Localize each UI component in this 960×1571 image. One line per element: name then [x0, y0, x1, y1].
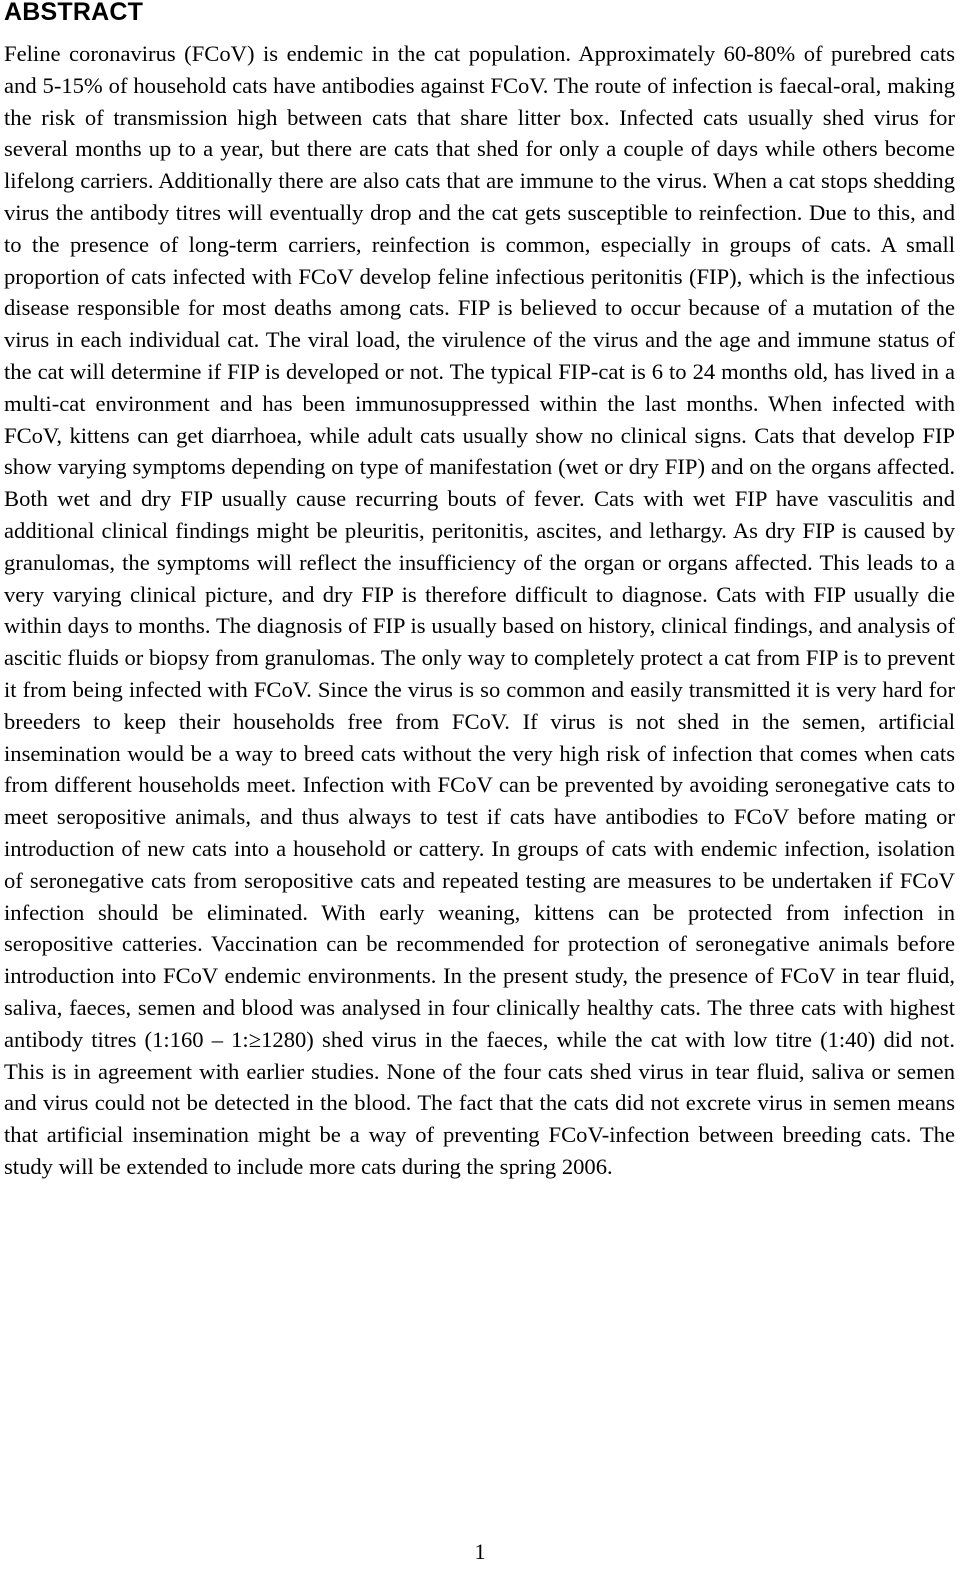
abstract-body-text: Feline coronavirus (FCoV) is endemic in the cat population. Approximately 60-80% of purebred cats and 5-15% of household cats have antibodies against FCoV. The route of infection is faecal-oral, making the risk of transmission high between cats that share litter box. Infected cats usually shed virus for several months up to a year, but there are cats that shed for only a couple of days while others become lifelong carriers. Additionally there are also cats that are immune to the virus. When a cat stops shedding virus the antibody titres will eventually drop and the cat gets susceptible to reinfection. Due to this, and to the presence of long-term carriers, reinfection is common, especially in groups of cats. A small proportion of cats infected with FCoV develop feline infectious peritonitis (FIP), which is the infectious disease responsible for most deaths among cats. FIP is believed to occur because of a mutation of the virus in each individual cat. The viral load, the virulence of the virus and the age and immune status of the cat will determine if FIP is developed or not. The typical FIP-cat is 6 to 24 months old, has lived in a multi-cat environment and has been immunosuppressed within the last months. When infected with FCoV, kittens can get diarrhoea, while adult cats usually show no clinical signs. Cats that develop FIP show varying symptoms depending on type of manifestation (wet or dry FIP) and on the organs affected. Both wet and dry FIP usually cause recurring bouts of fever. Cats with wet FIP have vasculitis and additional clinical findings might be pleuritis, peritonitis, ascites, and lethargy. As dry FIP is caused by granulomas, the symptoms will reflect the insufficiency of the organ or organs affected. This leads to a very varying clinical picture, and dry FIP is therefore difficult to diagnose. Cats with FIP usually die within days to months. The diagnosis of FIP is usually based on history, clinical findings, and analysis of ascitic fluids or biopsy from granulomas. The only way to completely protect a cat from FIP is to prevent it from being infected with FCoV. Since the virus is so common and easily transmitted it is very hard for breeders to keep their households free from FCoV. If virus is not shed in the semen, artificial insemination would be a way to breed cats without the very high risk of infection that comes when cats from different households meet. Infection with FCoV can be prevented by avoiding seronegative cats to meet seropositive animals, and thus always to test if cats have antibodies to FCoV before mating or introduction of new cats into a household or cattery. In groups of cats with endemic infection, isolation of seronegative cats from seropositive cats and repeated testing are measures to be undertaken if FCoV infection should be eliminated. With early weaning, kittens can be protected from infection in seropositive catteries. Vaccination can be recommended for protection of seronegative animals before introduction into FCoV endemic environments. In the present study, the presence of FCoV in tear fluid, saliva, faeces, semen and blood was analysed in four clinically healthy cats. The three cats with highest antibody titres (1:160 – 1:≥1280) shed virus in the faeces, while the cat with low titre (1:40) did not. This is in agreement with earlier studies. None of the four cats shed virus in tear fluid, saliva or semen and virus could not be detected in the blood. The fact that the cats did not excrete virus in semen means that artificial insemination might be a way of preventing FCoV-infection between breeding cats. The study will be extended to include more cats during the spring 2006. — [4, 41, 955, 1179]
page-number: 1 — [474, 1539, 486, 1564]
abstract-heading: ABSTRACT — [4, 0, 144, 26]
